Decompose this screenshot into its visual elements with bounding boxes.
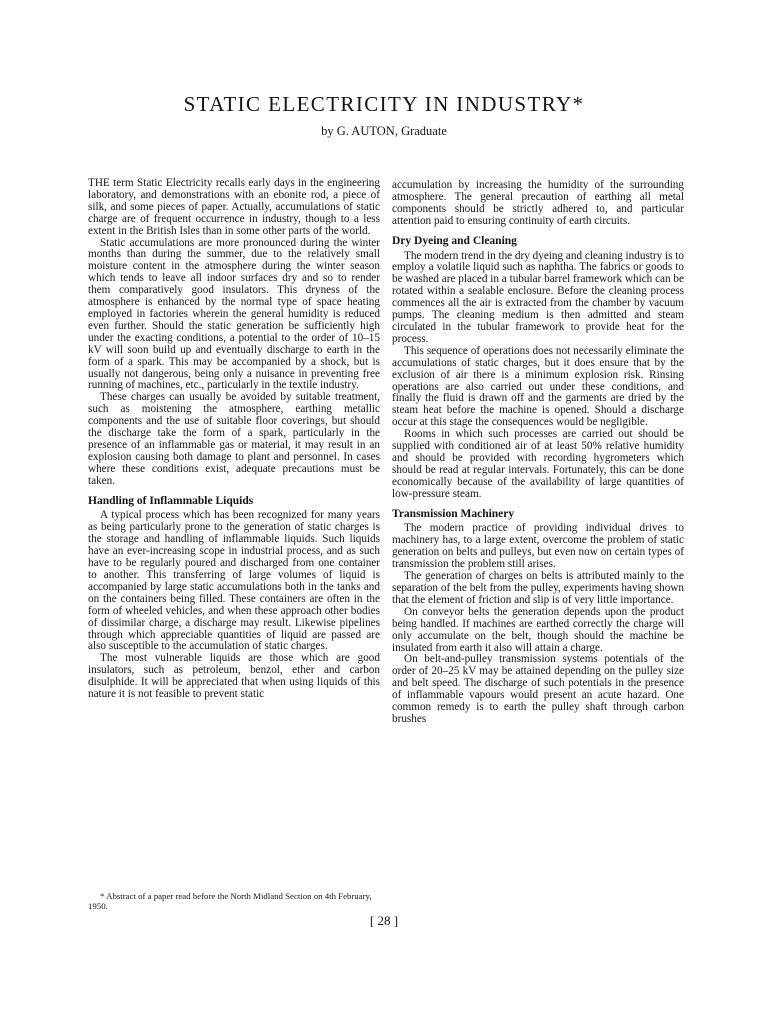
section-heading-dyeing: Dry Dyeing and Cleaning [392, 234, 517, 247]
section-heading-transmission: Transmission Machinery [392, 507, 515, 520]
paragraph: The most vulnerable liquids are those which are good insulators, such as petroleum, benzol, ether and carbon disulphide. It will be appreciated that when using liquids of this nature it is not feasible to prevent static [88, 652, 380, 701]
paragraph: The generation of charges on belts is attributed mainly to the separation of the belt from the pulley, experiments having shown that the element of friction and slip is of very little importance. [392, 570, 684, 606]
paragraph: The modern practice of providing individual drives to machinery has, to a large extent, overcome the problem of static generation on belts and pulleys, but even now on certain types of transmission the problem still arises. [392, 522, 684, 571]
paragraph: This sequence of operations does not necessarily eliminate the accumulations of static charges, but it does ensure that by the exclusion of air there is a minimum explosion risk. Rinsing operations are also carried out under these conditions, and finally the fluid is drawn off and the garments are dried by the steam heat before the machine is opened. Should a discharge occur at this stage the consequences would be negligible. [392, 344, 684, 429]
paragraph: Rooms in which such processes are carried out should be supplied with conditioned air of at least 50% relative humidity and should be provided with recording hygrometers which should be read at regular intervals. Fortunately, this can be done economically because of the availability of large quantities of low-pressure steam. [392, 428, 684, 500]
article-title: STATIC ELECTRICITY IN INDUSTRY* [183, 92, 585, 116]
author-byline: by G. AUTON, Graduate [321, 124, 447, 138]
paragraph: Static accumulations are more pronounced during the winter months than during the summer, due to the relatively small moisture content in the atmosphere during the winter season which tends to leave all indoor surfaces dry and so to render them comparatively good insulators. This dryness of the atmosphere is enhanced by the normal type of space heating employed in factories wherein the general humidity is reduced even further. Should the static generation be sufficiently high under the exacting conditions, a potential to the order of 10–15 kV will soon build up and eventually discharge to earth in the form of a spark. This may be accompanied by a shock, but is usually not dangerous, being only a nuisance in preventing free running of machines, etc., particularly in the textile industry. [88, 236, 380, 392]
page-number: [ 28 ] [369, 913, 399, 928]
footnote-text: * Abstract of a paper read before the North Midland Section on 4th February, 1950. [88, 891, 372, 911]
section-heading-liquids: Handling of Inflammable Liquids [88, 494, 254, 507]
paragraph: The modern trend in the dry dyeing and cleaning industry is to employ a volatile liquid such as naphtha. The fabrics or goods to be washed are placed in a tubular barrel framework which can be rotated within a sealable enclosure. Before the cleaning process commences all the air is extracted from the chamber by vacuum pumps. The cleaning medium is then admitted and steam circulated in the tubular framework to provide heat for the process. [392, 249, 684, 345]
paragraph: THE term Static Electricity recalls early days in the engineering laboratory, and demonstrations with an ebonite rod, a piece of silk, and some pieces of paper. Actually, accumulations of static charge are of frequent occurrence in industry, though to a less extent in the British Isles than in some other parts of the world. [88, 177, 380, 237]
paragraph: A typical process which has been recognized for many years as being particularly prone to the generation of static charges is the storage and handling of inflammable liquids. Such liquids have an ever-increasing scope in industrial process, and as such have to be regularly poured and discharged from one container to another. This transferring of large volumes of liquid is accompanied by large static accumulations both in the tanks and on the containers being filled. These containers are often in the form of wheeled vehicles, and when these approach other bodies of dissimilar charge, a discharge may result. Likewise pipelines through which appreciable quantities of liquid are passed are also susceptible to the accumulation of static charges. [88, 509, 380, 653]
right-column [392, 180, 684, 726]
paragraph: On belt-and-pulley transmission systems potentials of the order of 20–25 kV may be attained depending on the pulley size and belt speed. The discharge of such potentials in the presence of inflammable vapours would present an acute hazard. One common remedy is to earth the pulley shaft through carbon brushes [392, 653, 684, 725]
paragraph: accumulation by increasing the humidity of the surrounding atmosphere. The general precaution of earthing all metal components should be strictly adhered to, and particular attention paid to ensuring continuity of earth circuits. [392, 179, 684, 227]
paragraph: These charges can usually be avoided by suitable treatment, such as moistening the atmosphere, earthing metallic components and the use of suitable floor coverings, but should the discharge take the form of a spark, particularly in the presence of an inflammable gas or material, it may result in an explosion causing both damage to plant and personnel. In cases where these conditions exist, adequate precautions must be taken. [88, 391, 380, 487]
paragraph: On conveyor belts the generation depends upon the product being handled. If machines are earthed correctly the charge will only accumulate on the belt, though should the machine be insulated from earth it also will attain a charge. [392, 605, 684, 654]
footnote [88, 892, 380, 911]
left-column [88, 178, 380, 701]
